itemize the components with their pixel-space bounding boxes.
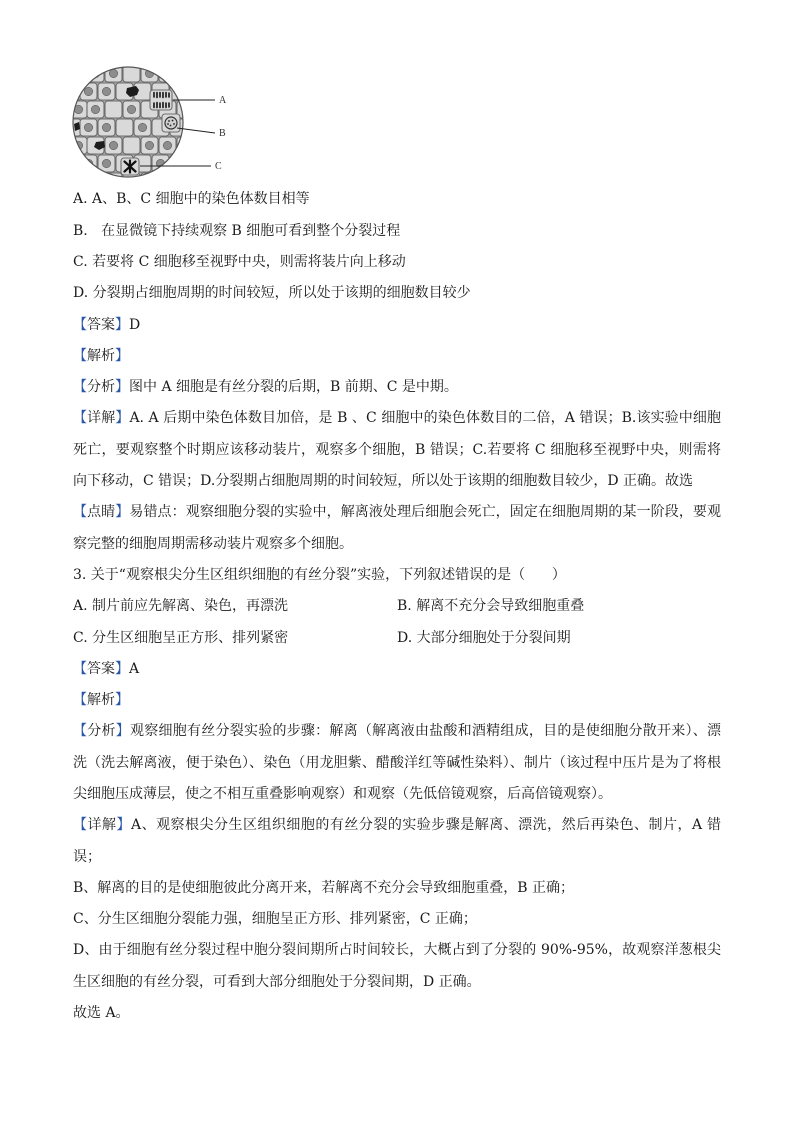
nucleus xyxy=(102,159,110,167)
nucleus xyxy=(91,105,99,113)
label-c: C xyxy=(215,161,222,172)
bracket-close: 】 xyxy=(115,379,129,396)
q2-option-d: D. 分裂期占细胞周期的时间较短，所以处于该期的细胞数目较少 xyxy=(73,285,471,302)
label-a: A xyxy=(219,95,227,106)
cell xyxy=(105,101,122,118)
bracket-open: 【 xyxy=(73,379,87,396)
chromatin-dot xyxy=(170,125,172,127)
nucleus xyxy=(102,123,110,131)
detail-tag: 详解 xyxy=(87,817,117,834)
bracket-open: 【 xyxy=(73,692,87,709)
q2-tip-line: 察完整的细胞周期需移动装片观察多个细胞。 xyxy=(73,535,353,552)
bracket-open: 【 xyxy=(73,817,88,834)
q3-detail-line: 误； xyxy=(73,848,101,865)
analysis-tag: 分析 xyxy=(87,379,115,396)
solution-tag: 解析 xyxy=(87,692,115,709)
cell xyxy=(80,155,97,172)
nucleus xyxy=(109,141,117,149)
cell xyxy=(177,65,194,82)
q2-tip-line xyxy=(73,497,721,528)
q2-analysis-line xyxy=(73,372,721,403)
metaphase-cell-c xyxy=(121,158,139,175)
q3-analysis-line: 洗（洗去解离液，便于染色）、染色（用龙胆紫、醋酸洋红等碱性染料）、制片（该过程中压片是为了将根 xyxy=(73,754,721,771)
q2-option-b: B. 在显微镜下持续观察 B 细胞可看到整个分裂过程 xyxy=(73,222,401,239)
q2-solution-heading xyxy=(73,341,721,372)
cell xyxy=(159,173,176,182)
q3-detail-line: B、解离的目的是使细胞彼此分离开来，若解离不充分会导致细胞重叠，B 正确； xyxy=(73,879,575,896)
bracket-open: 【 xyxy=(73,316,87,333)
bracket-close: 】 xyxy=(115,410,130,427)
q3-option-b: B. 解离不充分会导致细胞重叠 xyxy=(397,598,585,615)
q3-option-c: C. 分生区细胞呈正方形、排列紧密 xyxy=(73,629,289,646)
q2-option-a: A. A、B、C 细胞中的染色体数目相等 xyxy=(73,191,310,208)
q3-stem: 3. 关于“观察根尖分生区组织细胞的有丝分裂”实验，下列叙述错误的是（ ） xyxy=(73,566,566,583)
q2-detail-line xyxy=(73,403,721,434)
prophase-cell-b xyxy=(162,114,180,132)
cell xyxy=(70,65,87,82)
cell xyxy=(70,155,81,172)
document-body xyxy=(73,184,721,1029)
nucleus xyxy=(84,87,92,95)
nucleus xyxy=(163,141,171,149)
bracket-close: 】 xyxy=(116,817,131,834)
cell xyxy=(170,83,187,100)
detail-tag: 详解 xyxy=(87,410,116,427)
answer-value: A xyxy=(129,660,140,677)
bracket-close: 】 xyxy=(115,723,130,740)
q3-options-row xyxy=(73,591,721,622)
nucleus xyxy=(127,105,135,113)
cell xyxy=(87,173,104,182)
q3-detail-line: C、分生区细胞分裂能力强，细胞呈正方形、排列紧密，C 正确； xyxy=(73,911,477,928)
solution-tag: 解析 xyxy=(87,347,115,364)
q3-answer xyxy=(73,654,721,685)
prophase-nucleus xyxy=(165,117,177,129)
tip-text: 易错点：观察细胞分裂的实验中，解离液处理后细胞会死亡，固定在细胞周期的某一阶段，要观 xyxy=(129,504,721,521)
chromatin-dot xyxy=(173,123,175,125)
nucleus xyxy=(91,69,99,77)
nucleus xyxy=(102,87,110,95)
chromatin-dot xyxy=(172,120,174,122)
q3-detail-line xyxy=(73,810,721,841)
bracket-open: 【 xyxy=(73,347,87,364)
q3-detail-line: D、由于细胞有丝分裂过程中胞分裂间期所占时间较长，大概占到了分裂的 90%-95%，故观察洋葱根尖 xyxy=(73,942,721,959)
q3-analysis-line: 尖细胞压成薄层，使之不相互重叠影响观察）和观察（先低倍镜观察，后高倍镜观察）。 xyxy=(73,785,612,802)
q3-option-a: A. 制片前应先解离、染色，再漂洗 xyxy=(73,598,289,615)
q2-option-c: C. 若要将 C 细胞移至视野中央，则需将装片向上移动 xyxy=(73,253,406,270)
q3-detail-line: 生区细胞的有丝分裂，可看到大部分细胞处于分裂间期，D 正确。 xyxy=(73,973,481,990)
q3-options-row xyxy=(73,623,721,654)
nucleus xyxy=(138,123,146,131)
bracket-open: 【 xyxy=(73,504,88,521)
q3-analysis-line xyxy=(73,716,721,747)
cell xyxy=(116,119,133,136)
chromatin-dot xyxy=(168,120,170,122)
detail-text: A、观察根尖分生区组织细胞的有丝分裂的实验步骤是解离、漂洗，然后再染色、制片，A 错 xyxy=(130,817,721,834)
cell xyxy=(170,155,187,172)
bracket-close: 】 xyxy=(115,504,130,521)
micrograph-figure xyxy=(70,62,240,182)
bracket-open: 【 xyxy=(73,723,88,740)
anaphase-cell-a xyxy=(150,90,172,110)
detail-text: A. A 后期中染色体数目加倍，是 B 、C 细胞中的染色体数目的二倍，A 错误；B.该实验中细胞 xyxy=(129,410,721,427)
q2-answer xyxy=(73,310,721,341)
microscope-field xyxy=(70,62,194,182)
bracket-open: 【 xyxy=(73,660,87,677)
chromatin-dot xyxy=(167,123,169,125)
nucleus xyxy=(109,69,117,77)
answer-tag: 答案 xyxy=(87,660,115,677)
cell xyxy=(70,173,87,182)
nucleus xyxy=(84,123,92,131)
root-tip-micrograph xyxy=(70,62,240,182)
bracket-close: 】 xyxy=(115,347,129,364)
answer-tag: 答案 xyxy=(87,316,115,333)
bracket-close: 】 xyxy=(115,316,129,333)
cell xyxy=(159,65,176,82)
q3-solution-heading xyxy=(73,685,721,716)
cell xyxy=(105,173,122,182)
q2-detail-line: 向下移动，C 错误；D.分裂期占细胞周期的时间较短，所以处于该期的细胞数目较少，D 正确。故选 xyxy=(73,473,694,490)
q3-option-d: D. 大部分细胞处于分裂间期 xyxy=(397,629,571,646)
label-b: B xyxy=(219,128,226,139)
nucleus xyxy=(145,141,153,149)
bracket-close: 】 xyxy=(115,660,129,677)
q3-conclusion: 故选 A。 xyxy=(73,1005,130,1022)
bracket-close: 】 xyxy=(115,692,129,709)
analysis-text: 观察细胞有丝分裂实验的步骤：解离（解离液由盐酸和酒精组成，目的是使细胞分散开来）、漂 xyxy=(130,723,721,740)
tip-tag: 点睛 xyxy=(87,504,116,521)
analysis-tag: 分析 xyxy=(87,723,116,740)
bracket-open: 【 xyxy=(73,410,88,427)
analysis-text: 图中 A 细胞是有丝分裂的后期，B 前期、C 是中期。 xyxy=(129,379,458,396)
q2-detail-line: 死亡，要观察整个时期应该移动装片，观察多个细胞，B 错误；C.若要将 C 细胞移至视野中央，则需将 xyxy=(73,441,721,458)
answer-value: D xyxy=(129,316,141,333)
cell xyxy=(123,137,140,154)
